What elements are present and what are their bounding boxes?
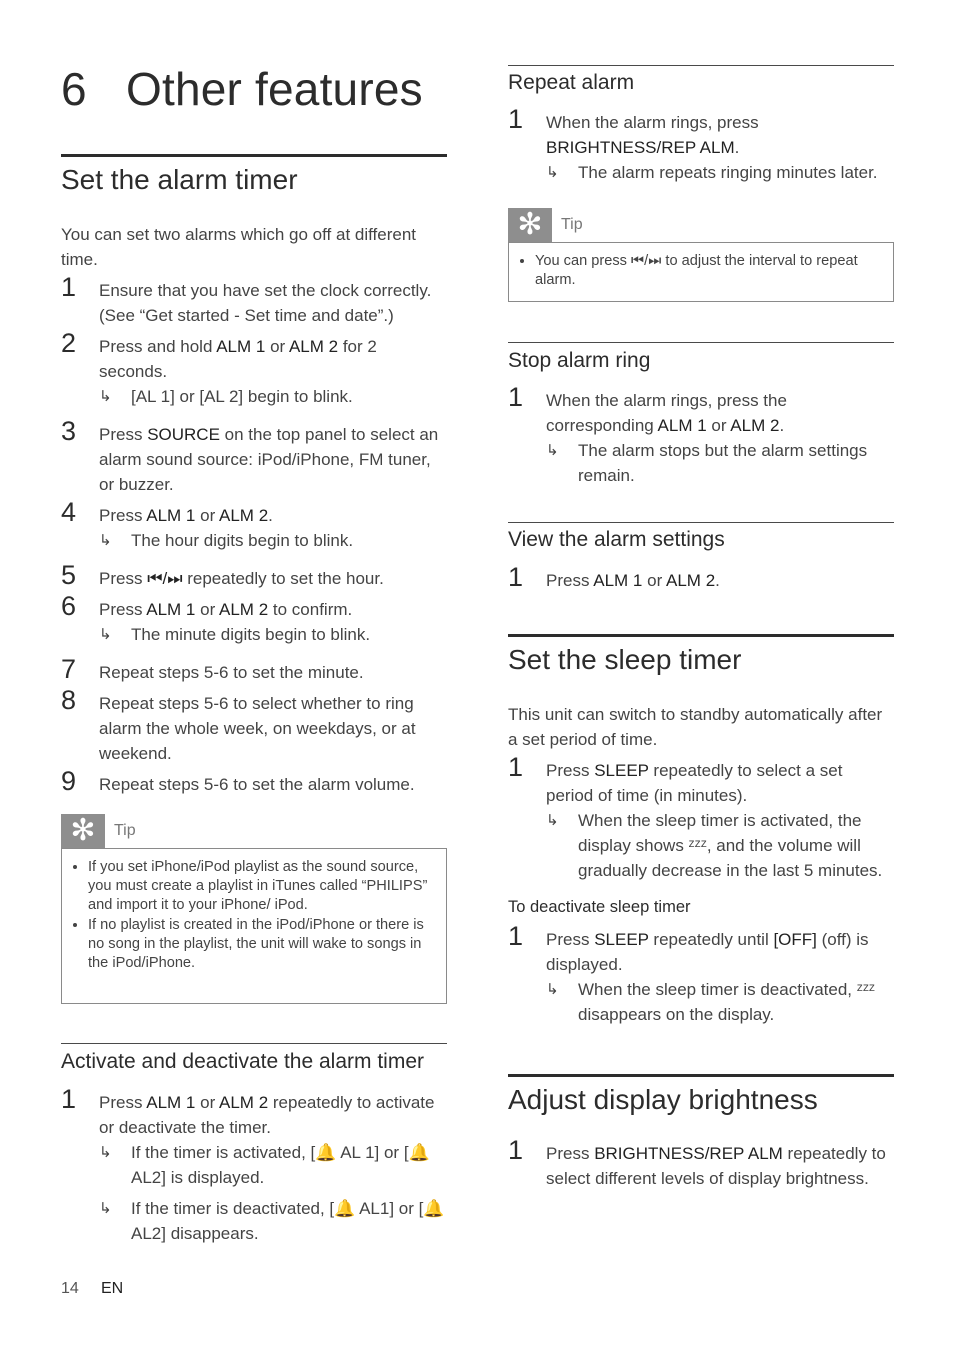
repeat-heading: Repeat alarm bbox=[508, 71, 635, 94]
step-result: ↳ When the sleep timer is deactivated, ᶻᶻᶻ disappears on the display. bbox=[546, 977, 894, 1027]
deactivate-sleep-heading: To deactivate sleep timer bbox=[508, 898, 691, 916]
step-number: 3 bbox=[61, 416, 77, 446]
step-result: ↳ The alarm repeats ringing minutes later. bbox=[546, 160, 894, 185]
step-text: Press SLEEP repeatedly until [OFF] (off) is displayed. bbox=[546, 930, 869, 974]
step-text: Repeat steps 5-6 to select whether to ring alarm the whole week, on weekdays, or at weekend. bbox=[99, 694, 416, 763]
step-number: 6 bbox=[61, 591, 77, 621]
step-result: ↳ The hour digits begin to blink. bbox=[99, 528, 447, 553]
step-text: When the alarm rings, press the corresponding ALM 1 or ALM 2. bbox=[546, 391, 787, 435]
step-text: Press ALM 1 or ALM 2. bbox=[99, 506, 273, 525]
step-result: ↳ If the timer is deactivated, [🔔 AL1] or [🔔 AL2] disappears. bbox=[99, 1196, 447, 1246]
sleep-deactivate-step-1 bbox=[508, 921, 894, 1027]
tip-header bbox=[61, 814, 447, 848]
tip-item: • If you set iPhone/iPod playlist as the sound source, you must create a playlist in iTunes called “PHILIPS” and import it to your iPhone/ iPod. bbox=[88, 858, 436, 916]
tip-box bbox=[61, 848, 447, 1004]
tip-label: Tip bbox=[114, 822, 136, 839]
alarm-step-1 bbox=[61, 272, 447, 328]
step-text: Press ALM 1 or ALM 2 to confirm. bbox=[99, 600, 353, 619]
step-number: 8 bbox=[61, 685, 77, 715]
step-text: Press and hold ALM 1 or ALM 2 for 2 seconds. bbox=[99, 337, 377, 381]
step-number: 9 bbox=[61, 766, 77, 796]
section-rule bbox=[508, 522, 894, 523]
chapter-title bbox=[61, 62, 423, 116]
result-arrow-icon: ↳ bbox=[99, 1200, 112, 1217]
chapter-number: 6 bbox=[61, 63, 87, 115]
sleep-step-1 bbox=[508, 752, 894, 883]
page-number: 14 bbox=[61, 1280, 79, 1297]
step-number: 1 bbox=[508, 104, 524, 134]
alarm-heading: Set the alarm timer bbox=[61, 164, 298, 195]
tip-item: • You can press ⏮/⏭ to adjust the interval to repeat alarm. bbox=[535, 252, 883, 290]
step-number: 1 bbox=[508, 921, 524, 951]
step-text: Repeat steps 5-6 to set the minute. bbox=[99, 663, 364, 682]
prev-next-icon: ⏮/⏭ bbox=[147, 569, 183, 588]
result-arrow-icon: ↳ bbox=[546, 981, 559, 998]
step-text: Press SOURCE on the top panel to select an alarm sound source: iPod/iPhone, FM tuner, or buzzer. bbox=[99, 425, 439, 494]
section-rule bbox=[508, 342, 894, 343]
step-text: Repeat steps 5-6 to set the alarm volume. bbox=[99, 775, 415, 794]
tip-asterisk-icon: ✻ bbox=[61, 814, 105, 848]
step-text: Ensure that you have set the clock correctly. (See “Get started - Set time and date”.) bbox=[99, 281, 432, 325]
step-result: ↳ [AL 1] or [AL 2] begin to blink. bbox=[99, 384, 447, 409]
tip-item: • If no playlist is created in the iPod/iPhone or there is no song in the playlist, the unit will wake to songs in the iPod/iPhone. bbox=[88, 916, 436, 974]
step-number: 4 bbox=[61, 497, 77, 527]
step-text: Press ALM 1 or ALM 2 repeatedly to activate or deactivate the timer. bbox=[99, 1093, 435, 1137]
step-result: ↳ The alarm stops but the alarm settings remain. bbox=[546, 438, 894, 488]
language-code: EN bbox=[101, 1280, 124, 1297]
stop-step-1 bbox=[508, 382, 894, 488]
step-text: Press SLEEP repeatedly to select a set period of time (in minutes). bbox=[546, 761, 843, 805]
view-step-1 bbox=[508, 562, 894, 593]
result-arrow-icon: ↳ bbox=[546, 164, 559, 181]
stop-heading: Stop alarm ring bbox=[508, 349, 651, 372]
section-rule bbox=[508, 65, 894, 66]
step-number: 1 bbox=[61, 1084, 77, 1114]
repeat-step-1 bbox=[508, 104, 894, 185]
brightness-step-1 bbox=[508, 1135, 894, 1191]
result-arrow-icon: ↳ bbox=[99, 626, 112, 643]
alarm-step-3 bbox=[61, 416, 447, 497]
tip-box bbox=[508, 242, 894, 302]
step-number: 7 bbox=[61, 654, 77, 684]
result-arrow-icon: ↳ bbox=[99, 532, 112, 549]
activate-step-1 bbox=[61, 1084, 447, 1246]
result-arrow-icon: ↳ bbox=[546, 442, 559, 459]
step-number: 1 bbox=[508, 382, 524, 412]
step-result: ↳ If the timer is activated, [🔔 AL 1] or [🔔 AL2] is displayed. bbox=[99, 1140, 447, 1190]
step-text: Press ALM 1 or ALM 2. bbox=[546, 571, 720, 590]
alarm-intro: You can set two alarms which go off at different time. bbox=[61, 225, 417, 269]
result-arrow-icon: ↳ bbox=[546, 812, 559, 829]
chapter-title-text: Other features bbox=[126, 63, 423, 115]
step-text: Press ⏮/⏭ repeatedly to set the hour. bbox=[99, 569, 384, 588]
alarm-step-4 bbox=[61, 497, 447, 553]
result-arrow-icon: ↳ bbox=[99, 388, 112, 405]
section-rule bbox=[508, 1074, 894, 1077]
alarm-step-6 bbox=[61, 591, 447, 647]
sleep-intro: This unit can switch to standby automatically after a set period of time. bbox=[508, 705, 883, 749]
step-text: Press BRIGHTNESS/REP ALM repeatedly to select different levels of display brightness. bbox=[546, 1144, 886, 1188]
tip-label: Tip bbox=[561, 216, 583, 233]
alarm-step-8 bbox=[61, 685, 447, 766]
step-number: 1 bbox=[508, 1135, 524, 1165]
step-number: 5 bbox=[61, 560, 77, 590]
activate-heading: Activate and deactivate the alarm timer bbox=[61, 1050, 425, 1073]
tip-asterisk-icon: ✻ bbox=[508, 208, 552, 242]
alarm-step-2 bbox=[61, 328, 447, 409]
alarm-step-5 bbox=[61, 560, 447, 591]
section-rule bbox=[61, 1043, 447, 1044]
result-arrow-icon: ↳ bbox=[99, 1144, 112, 1161]
step-result: ↳ The minute digits begin to blink. bbox=[99, 622, 447, 647]
view-heading: View the alarm settings bbox=[508, 528, 725, 551]
alarm-step-7 bbox=[61, 654, 447, 685]
brightness-heading: Adjust display brightness bbox=[508, 1084, 818, 1115]
step-number: 2 bbox=[61, 328, 77, 358]
step-number: 1 bbox=[508, 562, 524, 592]
step-text: When the alarm rings, press BRIGHTNESS/REP ALM. bbox=[546, 113, 759, 157]
alarm-step-9 bbox=[61, 766, 447, 797]
sleep-heading: Set the sleep timer bbox=[508, 644, 742, 675]
step-number: 1 bbox=[508, 752, 524, 782]
tip-header bbox=[508, 208, 894, 242]
step-result: ↳ When the sleep timer is activated, the display shows ᶻᶻᶻ, and the volume will gradually decrease in the last 5 minutes. bbox=[546, 808, 894, 883]
step-number: 1 bbox=[61, 272, 77, 302]
section-rule bbox=[508, 634, 894, 637]
section-rule bbox=[61, 154, 447, 157]
